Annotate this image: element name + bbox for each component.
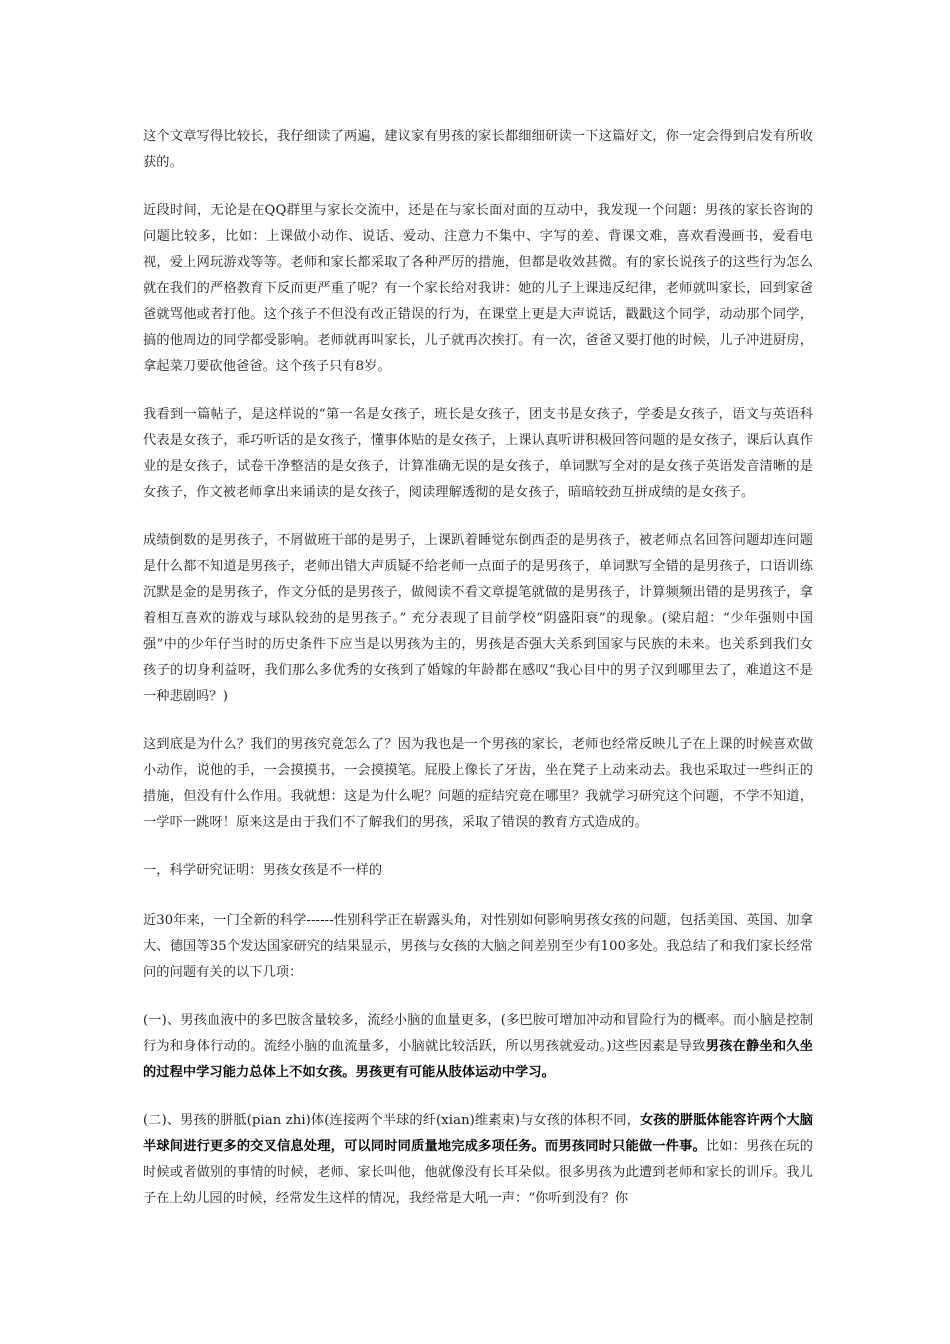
point-one-bold-text: 男孩在静坐和久坐的过程中学习能力总体上不如女孩。男孩更有可能从肢体运动中学习。 — [143, 1039, 813, 1080]
document-page — [143, 124, 813, 1234]
point-two-bold-text: 女孩的胼胝体能容许两个大脑半球间进行更多的交叉信息处理，可以同时同质量地完成多项任务。而男孩同时只能做一件事。 — [143, 1113, 813, 1154]
paragraph-boys-post: 成绩倒数的是男孩子，不屑做班干部的是男子，上课趴着睡觉东倒西歪的是男孩子，被老师点名回答问题却连问题是什么都不知道是男孩子，老师出错大声质疑不给老师一点面子的是男孩子，单词默写全错的是男孩子，口语训练沉默是金的是男孩子，作文分低的是男孩子，做阅读不看文章提笔就做的是男孩子，计算频频出错的是男孩子，拿着相互喜欢的游戏与球队较劲的是男孩子。” 充分表现了目前学校“阴盛阳衰”的现象。(梁启超：“少年强则中国强”中的少年仔当时的历史条件下应当是以男孩为主的，男孩是否强大关系到国家与民族的未来。也关系到我们女孩子的切身利益呀，我们那么多优秀的女孩到了婚嫁的年龄都在感叹“我心目中的男子汉到哪里去了，难道这不是一种悲剧吗？) — [143, 533, 813, 704]
paragraph-research: 近30年来，一门全新的科学------性别科学正在崭露头角，对性别如何影响男孩女孩的问题，包括美国、英国、加拿大、德国等35个发达国家研究的结果显示，男孩与女孩的大脑之间差别至少有100多处。我总结了和我们家长经常问的问题有关的以下几项： — [143, 913, 813, 980]
point-two-text-continued: 比如：男孩在玩的时候或者做别的事情的时候，老师、家长叫他，他就像没有长耳朵似。很多男孩为此遭到老师和家长的训斥。我儿子在上幼儿园的时候，经常发生这样的情况，我经常是大吼一声：“你听到没有？你 — [143, 1139, 813, 1206]
point-two-text: (二)、男孩的胼胝(pian zhi)体(连接两个半球的纤(xian)维素束)与女孩的体积不同， — [143, 1113, 640, 1128]
paragraph-girls-post: 我看到一篇帖子，是这样说的“第一名是女孩子，班长是女孩子，团支书是女孩子，学委是女孩子，语文与英语科代表是女孩子，乖巧听话的是女孩子，懂事体贴的是女孩子，上课认真听讲积极回答问题的是女孩子，课后认真作业的是女孩子，试卷干净整洁的是女孩子，计算准确无误的是女孩子，单词默写全对的是女孩子英语发音清晰的是女孩子，作文被老师拿出来诵读的是女孩子，阅读理解透彻的是女孩子，暗暗较劲互拼成绩的是女孩子。 — [143, 407, 813, 500]
paragraph-point-one — [143, 1008, 813, 1086]
point-one-text: (一)、男孩血液中的多巴胺含量较多，流经小脑的血量更多，(多巴胺可增加冲动和冒险行为的概率。而小脑是控制行为和身体行动的。流经小脑的血流量多，小脑就比较活跃，所以男孩就爱动。)这些因素是导致 — [143, 1013, 813, 1054]
paragraph-parent-concerns: 近段时间，无论是在QQ群里与家长交流中，还是在与家长面对面的互动中，我发现一个问题：男孩的家长咨询的问题比较多，比如：上课做小动作、说话、爱动、注意力不集中、字写的差、背课文难，喜欢看漫画书，爱看电视，爱上网玩游戏等等。老师和家长都采取了各种严厉的措施，但都是收效甚微。有的家长说孩子的这些行为怎么就在我们的严格教育下反而更严重了呢？有一个家长给对我讲：她的儿子上课违反纪律，老师就叫家长，回到家爸爸就骂他或者打他。这个孩子不但没有改正错误的行为，在课堂上更是大声说话，戳戳这个同学，动动那个同学，搞的他周边的同学都受影响。老师就再叫家长，儿子就再次挨打。有一次，爸爸又要打他的时候，儿子冲进厨房，拿起菜刀要砍他爸爸。这个孩子只有8岁。 — [143, 203, 813, 374]
paragraph-why-question: 这到底是为什么？我们的男孩究竟怎么了？因为我也是一个男孩的家长，老师也经常反映儿子在上课的时候喜欢做小动作，说他的手，一会摸摸书，一会摸摸笔。屁股上像长了牙齿，坐在凳子上动来动去。我也采取过一些纠正的措施，但没有什么作用。我就想：这是为什么呢？问题的症结究竟在哪里？我就学习研究这个问题，不学不知道，一学吓一跳呀！原来这是由于我们不了解我们的男孩，采取了错误的教育方式造成的。 — [143, 737, 813, 830]
paragraph-point-two — [143, 1108, 813, 1212]
intro-paragraph: 这个文章写得比较长，我仔细读了两遍，建议家有男孩的家长都细细研读一下这篇好文，你一定会得到启发有所收获的。 — [143, 129, 813, 170]
section-heading: 一，科学研究证明：男孩女孩是不一样的 — [143, 863, 383, 878]
